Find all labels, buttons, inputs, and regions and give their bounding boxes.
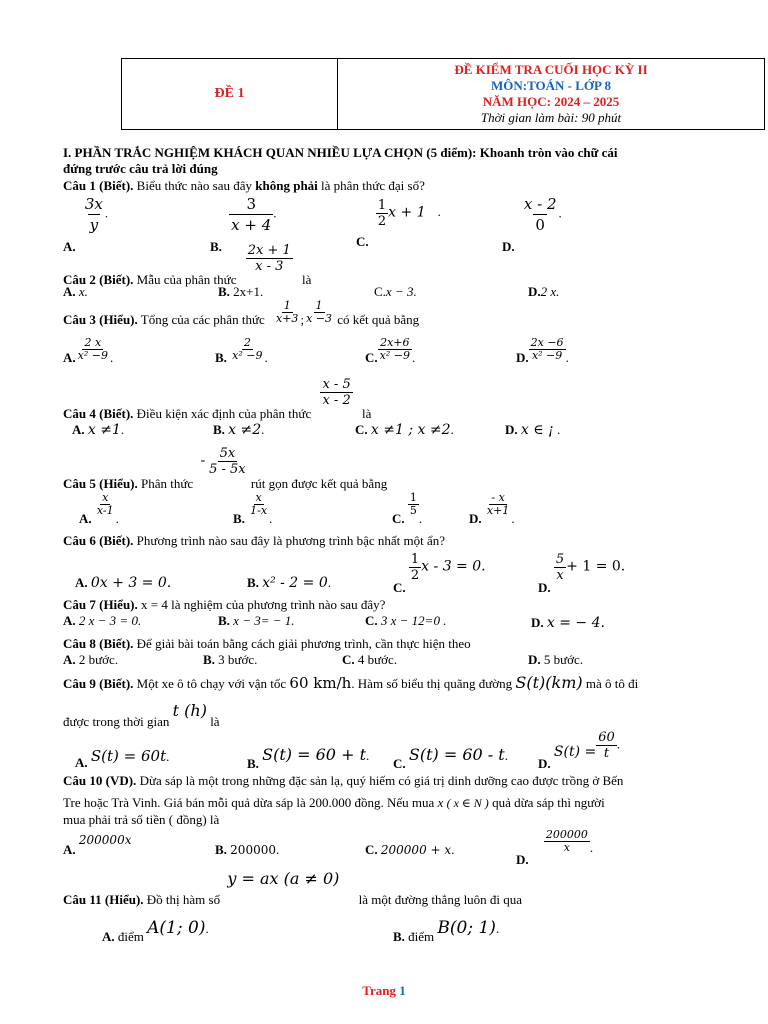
header-table (121, 58, 765, 130)
q3-fraction-1: $\frac{1}{x+3}$ (276, 299, 299, 325)
q3-option-c[interactable]: C. $\frac{2x+6}{\text{x² −9}}$ . (365, 336, 416, 366)
page-number: 1 (399, 983, 406, 998)
exam-time: Thời gian làm bài: 90 phút (480, 110, 622, 125)
q11-option-b[interactable]: B. điểm B(0; 1). (393, 918, 500, 944)
header-right-cell (338, 59, 764, 129)
section-heading-line2: đứng trước câu trả lời đúng (63, 161, 218, 176)
q7-option-b[interactable]: B. x − 3= − 1. (218, 613, 295, 628)
question-8: Câu 8 (Biết). Để giải bài toán bằng cách giải phương trình, cần thực hiện theo (63, 636, 471, 651)
q3-fraction-2: $\frac{1}{x -3}$ (306, 299, 332, 325)
q2-fraction: $\frac{2x + 1}{x - 3}$ (247, 243, 291, 274)
exam-year: NĂM HỌC: 2024 – 2025 (482, 94, 620, 109)
q2-option-a[interactable]: A. x. (63, 284, 88, 299)
q3-option-d[interactable]: D. $\frac{2x -6}{\text{x² −9}}$ . (516, 336, 569, 366)
exam-subject: MÔN:TOÁN - LỚP 8 (490, 78, 611, 93)
q10-option-a[interactable]: A. 200000x (63, 833, 132, 857)
q3-option-b[interactable]: B. $\frac{2}{\text{x² −9}}$ . (215, 336, 268, 366)
q1-label: Câu 1 (Biết). (63, 178, 134, 193)
q10-option-d[interactable]: D. $\frac{200000}{x}$ . (516, 828, 594, 868)
q4-fraction: $\frac{x - 5}{x - 2}$ (322, 377, 351, 408)
q6-option-d[interactable]: D. $\frac{5}{x}$ + 1 = 0. (538, 552, 626, 596)
exam-title: ĐỀ KIỂM TRA CUỐI HỌC KỲ II (454, 62, 648, 77)
q5-option-b[interactable]: B. $\frac{x}{1-x}$ . (233, 491, 273, 527)
q1-option-a[interactable]: A. $\frac{3x}{y}$ . (63, 195, 109, 255)
q7-option-a[interactable]: A. 2 x − 3 = 0. (63, 613, 142, 628)
q10-option-c[interactable]: C. 200000 + x. (365, 842, 455, 857)
header-left-cell (122, 59, 338, 129)
q5-option-d[interactable]: D. $\frac{- x}{x+1}$ . (469, 491, 515, 527)
q11-function: y = ax (a ≠ 0) (227, 869, 340, 888)
q1-option-d[interactable]: D. $\frac{x - 2}{0}$ . (502, 195, 562, 255)
q3-option-a[interactable]: A. $\frac{2 x}{\text{x² −9}}$ . (63, 336, 114, 366)
footer-word: Trang (362, 983, 396, 998)
q9-option-d[interactable]: D. S(t) = $\frac{60}{t}$ . (538, 730, 621, 772)
question-4: Câu 4 (Biết). Điều kiện xác định của phân thức $\frac{x - 5}{x - 2}$ là (63, 377, 372, 422)
question-11: Câu 11 (Hiểu). Đồ thị hàm số y = ax (a ≠ 0) là một đường thẳng luôn đi qua (63, 869, 523, 907)
question-2: Câu 2 (Biết). Mẫu của phân thức $\frac{2x + 1}{x - 3}$ là (63, 243, 312, 288)
q8-option-d[interactable]: D. 5 bước. (528, 652, 584, 667)
exam-code: ĐỀ 1 (214, 86, 245, 101)
q8-option-b[interactable]: B. 3 bước. (203, 652, 258, 667)
question-10-line2: Tre hoặc Trà Vinh. Giá bán mỗi quả dừa sáp là 200.000 đồng. Nếu mua x ( x ∈ N ) quả dừa sáp thì người (63, 795, 605, 810)
q9-option-b[interactable]: B. S(t) = 60 + t. (247, 745, 370, 771)
q4-option-d[interactable]: D. x ∈ ¡ . (505, 422, 561, 438)
question-6: Câu 6 (Biết). Phương trình nào sau đây là phương trình bậc nhất một ẩn? (63, 533, 446, 548)
question-10-line3: mua phải trả số tiền ( đồng) là (63, 812, 220, 827)
q9-option-c[interactable]: C. S(t) = 60 - t. (393, 745, 508, 771)
q1-option-c[interactable]: C. $\frac{1}{2}$ x + 1 . (356, 198, 441, 250)
question-9: Câu 9 (Biết). Một xe ô tô chạy với vận tốc 60 km/h. Hàm số biểu thị quãng đường S(t)(km) mà ô tô đi (63, 673, 639, 692)
question-10: Câu 10 (VD). Dừa sáp là một trong những đặc sản lạ, quý hiếm có giá trị dinh dưỡng cao được trồng ở Bến (63, 773, 624, 788)
q2-option-b[interactable]: B. 2x+1. (218, 284, 264, 299)
q7-option-c[interactable]: C. 3 x − 12=0 . (365, 613, 447, 628)
q6-option-c[interactable]: C. $\frac{1}{2}$ x - 3 = 0. (393, 552, 486, 596)
q8-option-a[interactable]: A. 2 bước. (63, 652, 119, 667)
question-5: Câu 5 (Hiểu). Phân thức - $\frac{5x}{5 - 5x}$ rút gọn được kết quả bằng (63, 446, 388, 492)
q5-option-c[interactable]: C. $\frac{1}{5}$ . (392, 491, 423, 527)
q11-option-a[interactable]: A. điểm A(1; 0). (102, 918, 209, 944)
q4-option-a[interactable]: A. x ≠1. (72, 422, 125, 438)
q2-option-d[interactable]: D.2 x. (528, 284, 560, 299)
q9-option-a[interactable]: A. S(t) = 60t. (75, 747, 170, 770)
question-7: Câu 7 (Hiểu). x = 4 là nghiệm của phương trình nào sau đây? (63, 597, 386, 612)
q4-option-c[interactable]: C. x ≠1 ; x ≠2. (355, 422, 454, 438)
q5-fraction: $\frac{5x}{5 - 5x}$ (209, 446, 246, 477)
q7-option-d[interactable]: D. x = − 4. (531, 615, 605, 631)
q8-option-c[interactable]: C. 4 bước. (342, 652, 398, 667)
section-heading-line1: I. PHẦN TRẮC NGHIỆM KHÁCH QUAN NHIỀU LỰA CHỌN (5 điểm): Khoanh tròn vào chữ cái (63, 145, 618, 160)
q1-option-b[interactable]: B. $\frac{3}{x + 4}$ . (210, 195, 277, 255)
q6-option-b[interactable]: B. x² - 2 = 0. (247, 575, 332, 591)
q6-option-a[interactable]: A. 0x + 3 = 0. (75, 575, 172, 591)
page-footer (0, 983, 768, 999)
q2-option-c[interactable]: C.x − 3. (374, 284, 417, 299)
q4-option-b[interactable]: B. x ≠2. (213, 422, 265, 438)
q5-option-a[interactable]: A. $\frac{x}{x-1}$ . (79, 491, 119, 527)
question-9-line2: được trong thời gian t (h) là (63, 701, 220, 729)
question-3: Câu 3 (Hiểu). Tổng của các phân thức $\frac{1}{x+3}$ ; $\frac{1}{x -3}$ có kết quả bằng (63, 299, 420, 328)
question-1: Câu 1 (Biết). Biểu thức nào sau đây không phải là phân thức đại số? (63, 178, 425, 193)
q10-option-b[interactable]: B. 200000. (215, 842, 280, 857)
